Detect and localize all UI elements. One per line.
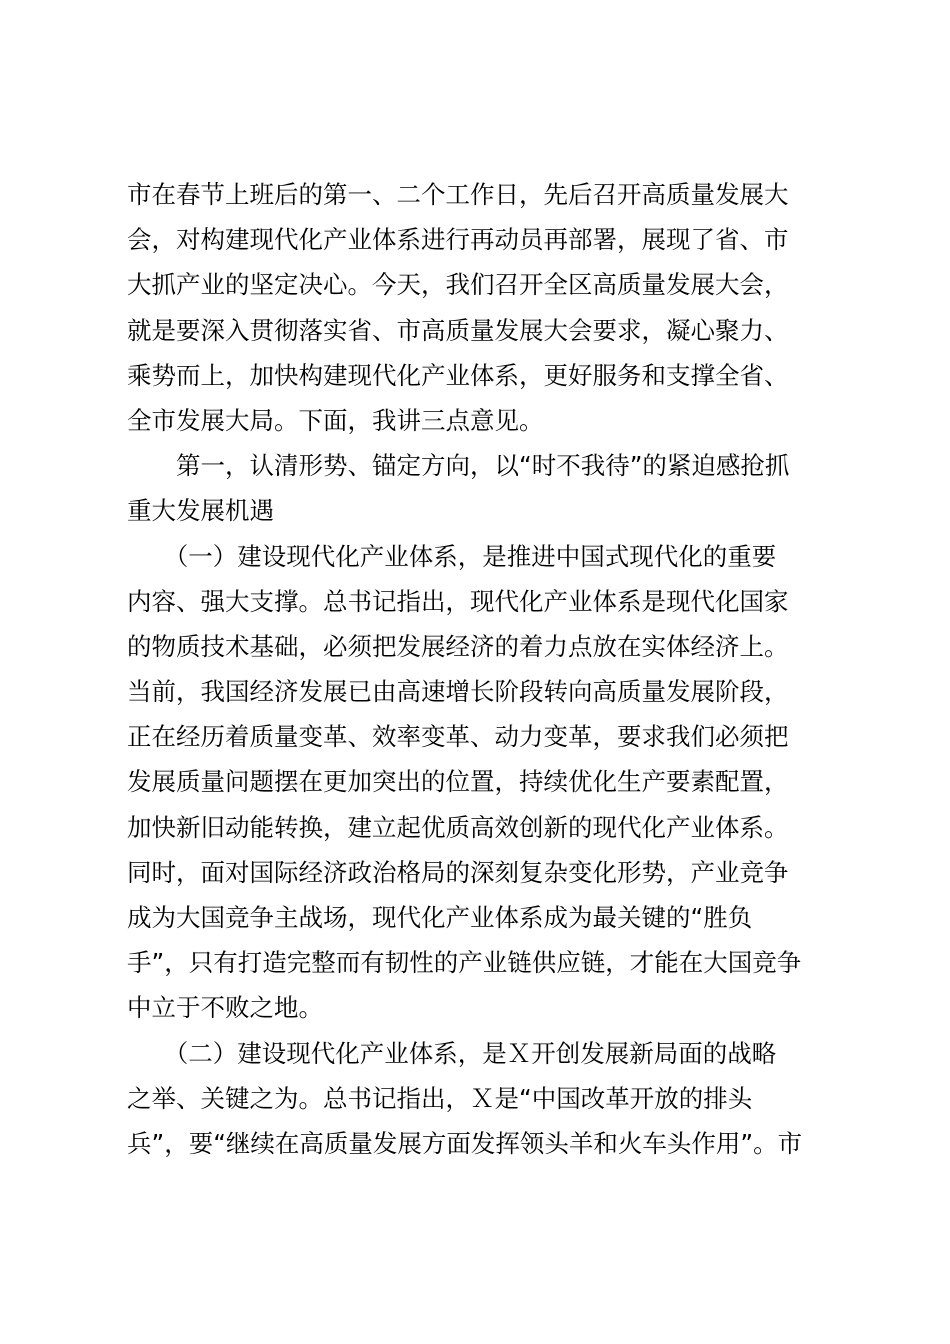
text-line: 全市发展大局。下面，我讲三点意见。	[127, 405, 544, 435]
section-heading-line: 第一，认清形势、锚定方向，以“时不我待”的紧迫感抢抓	[127, 451, 790, 481]
text-line: 就是要深入贯彻落实省、市高质量发展大会要求，凝心聚力、	[127, 315, 789, 345]
text-line: 乘势而上，加快构建现代化产业体系，更好服务和支撑全省、	[127, 360, 789, 390]
text-line: 会，对构建现代化产业体系进行再动员再部署，展现了省、市	[127, 225, 789, 255]
text-line: 市在春节上班后的第一、二个工作日，先后召开高质量发展大	[127, 180, 789, 209]
text-line: 当前，我国经济发展已由高速增长阶段转向高质量发展阶段，	[127, 677, 789, 707]
section-heading-line: 重大发展机遇	[127, 496, 274, 526]
text-line: （二）建设现代化产业体系，是Ｘ开创发展新局面的战略	[127, 1038, 777, 1068]
text-line: 成为大国竞争主战场，现代化产业体系成为最关键的“胜负	[127, 903, 753, 932]
text-line: 大抓产业的坚定决心。今天，我们召开全区高质量发展大会，	[127, 270, 789, 300]
body-text	[127, 172, 837, 1166]
text-line: 的物质技术基础，必须把发展经济的着力点放在实体经济上。	[127, 631, 789, 661]
text-line: 之举、关键之为。总书记指出，Ｘ是“中国改革开放的排头	[127, 1083, 753, 1113]
text-line: 兵”，要“继续在高质量发展方面发挥领头羊和火车头作用”。市	[127, 1128, 803, 1158]
text-line: 同时，面对国际经济政治格局的深刻复杂变化形势，产业竞争	[127, 857, 789, 887]
text-line: （一）建设现代化产业体系，是推进中国式现代化的重要	[127, 541, 777, 571]
text-line: 中立于不败之地。	[127, 993, 323, 1023]
text-line: 手”，只有打造完整而有韧性的产业链供应链，才能在大国竞争	[127, 948, 802, 978]
text-line: 正在经历着质量变革、效率变革、动力变革，要求我们必须把	[127, 722, 789, 752]
text-line: 内容、强大支撑。总书记指出，现代化产业体系是现代化国家	[127, 586, 789, 616]
text-line: 发展质量问题摆在更加突出的位置，持续优化生产要素配置，	[127, 767, 789, 797]
text-line: 加快新旧动能转换，建立起优质高效创新的现代化产业体系。	[127, 812, 789, 842]
